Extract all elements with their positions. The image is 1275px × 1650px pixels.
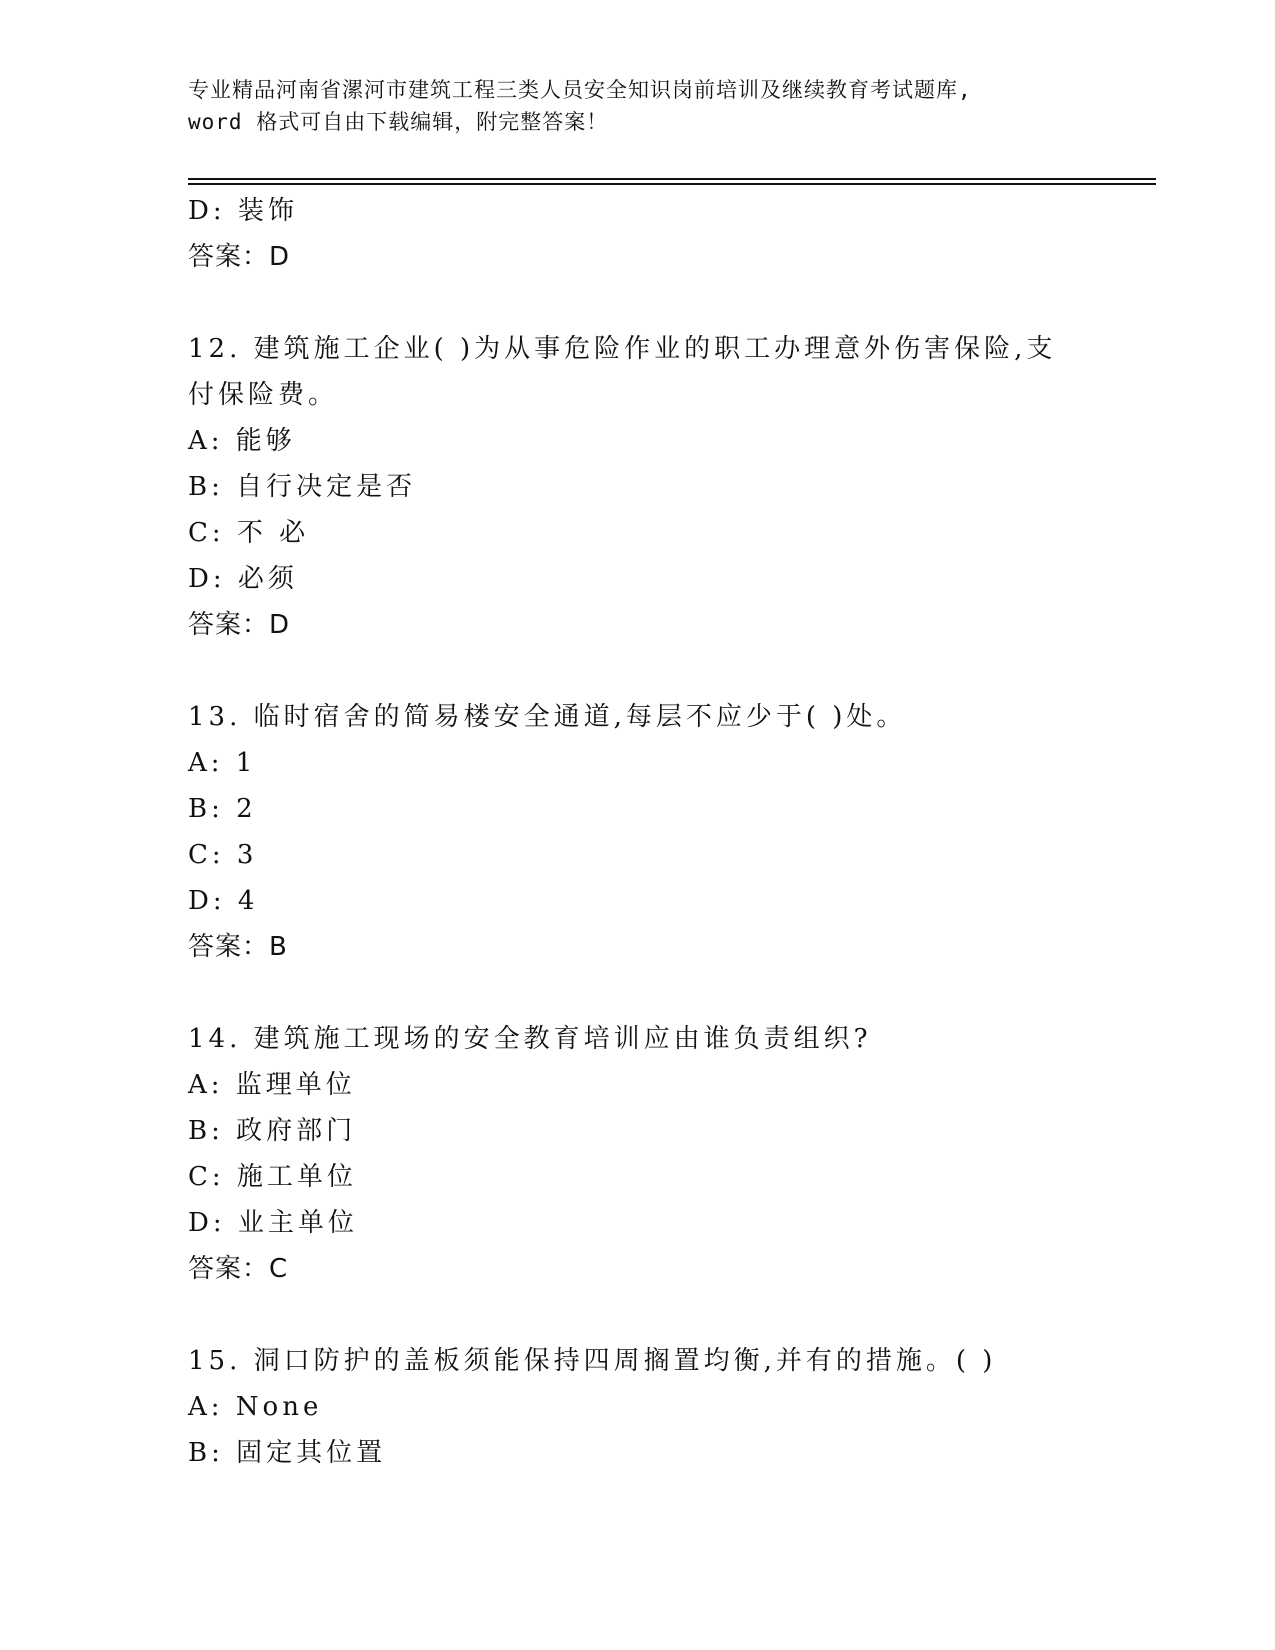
option-c: C: 施工单位 bbox=[188, 1162, 357, 1192]
option-b: B: 自行决定是否 bbox=[188, 472, 417, 502]
question-stem: 15. 洞口防护的盖板须能保持四周搁置均衡,并有的措施。( ) bbox=[188, 1346, 997, 1376]
question-stem-line-2: 付保险费。 bbox=[188, 380, 339, 410]
question-stem: 13. 临时宿舍的简易楼安全通道,每层不应少于( )处。 bbox=[188, 702, 907, 732]
option-d: D: 业主单位 bbox=[188, 1208, 358, 1238]
header-divider-bottom bbox=[188, 183, 1156, 185]
option-d: D: 4 bbox=[188, 886, 259, 916]
option-a: A: 监理单位 bbox=[188, 1070, 356, 1100]
answer-line: 答案：D bbox=[188, 242, 291, 272]
question-12 bbox=[188, 326, 1088, 648]
question-13 bbox=[188, 694, 1088, 970]
option-d: D: 装饰 bbox=[188, 196, 298, 226]
answer-line: 答案：B bbox=[188, 932, 288, 962]
option-a: A: 能够 bbox=[188, 426, 296, 456]
header-divider-top bbox=[188, 178, 1156, 180]
option-b: B: 政府部门 bbox=[188, 1116, 357, 1146]
document-header bbox=[188, 74, 1088, 138]
option-a: A: None bbox=[188, 1392, 323, 1422]
question-15 bbox=[188, 1338, 1088, 1476]
option-c: C: 不 必 bbox=[188, 518, 310, 548]
answer-line: 答案：C bbox=[188, 1254, 289, 1284]
question-stem: 14. 建筑施工现场的安全教育培训应由谁负责组织? bbox=[188, 1024, 872, 1054]
header-title-line-2: word 格式可自由下载编辑，附完整答案！ bbox=[188, 110, 609, 134]
spacer bbox=[188, 1292, 1088, 1338]
question-14 bbox=[188, 1016, 1088, 1292]
option-b: B: 固定其位置 bbox=[188, 1438, 387, 1468]
spacer bbox=[188, 970, 1088, 1016]
option-d: D: 必须 bbox=[188, 564, 298, 594]
question-stem-line-1: 12. 建筑施工企业( )为从事危险作业的职工办理意外伤害保险,支 bbox=[188, 334, 1057, 364]
question-11-tail bbox=[188, 188, 1088, 280]
header-title-line-1: 专业精品河南省漯河市建筑工程三类人员安全知识岗前培训及继续教育考试题库, bbox=[188, 78, 972, 102]
option-b: B: 2 bbox=[188, 794, 257, 824]
answer-line: 答案：D bbox=[188, 610, 291, 640]
spacer bbox=[188, 280, 1088, 326]
spacer bbox=[188, 648, 1088, 694]
option-a: A: 1 bbox=[188, 748, 257, 778]
question-list bbox=[188, 188, 1088, 1476]
option-c: C: 3 bbox=[188, 840, 258, 870]
